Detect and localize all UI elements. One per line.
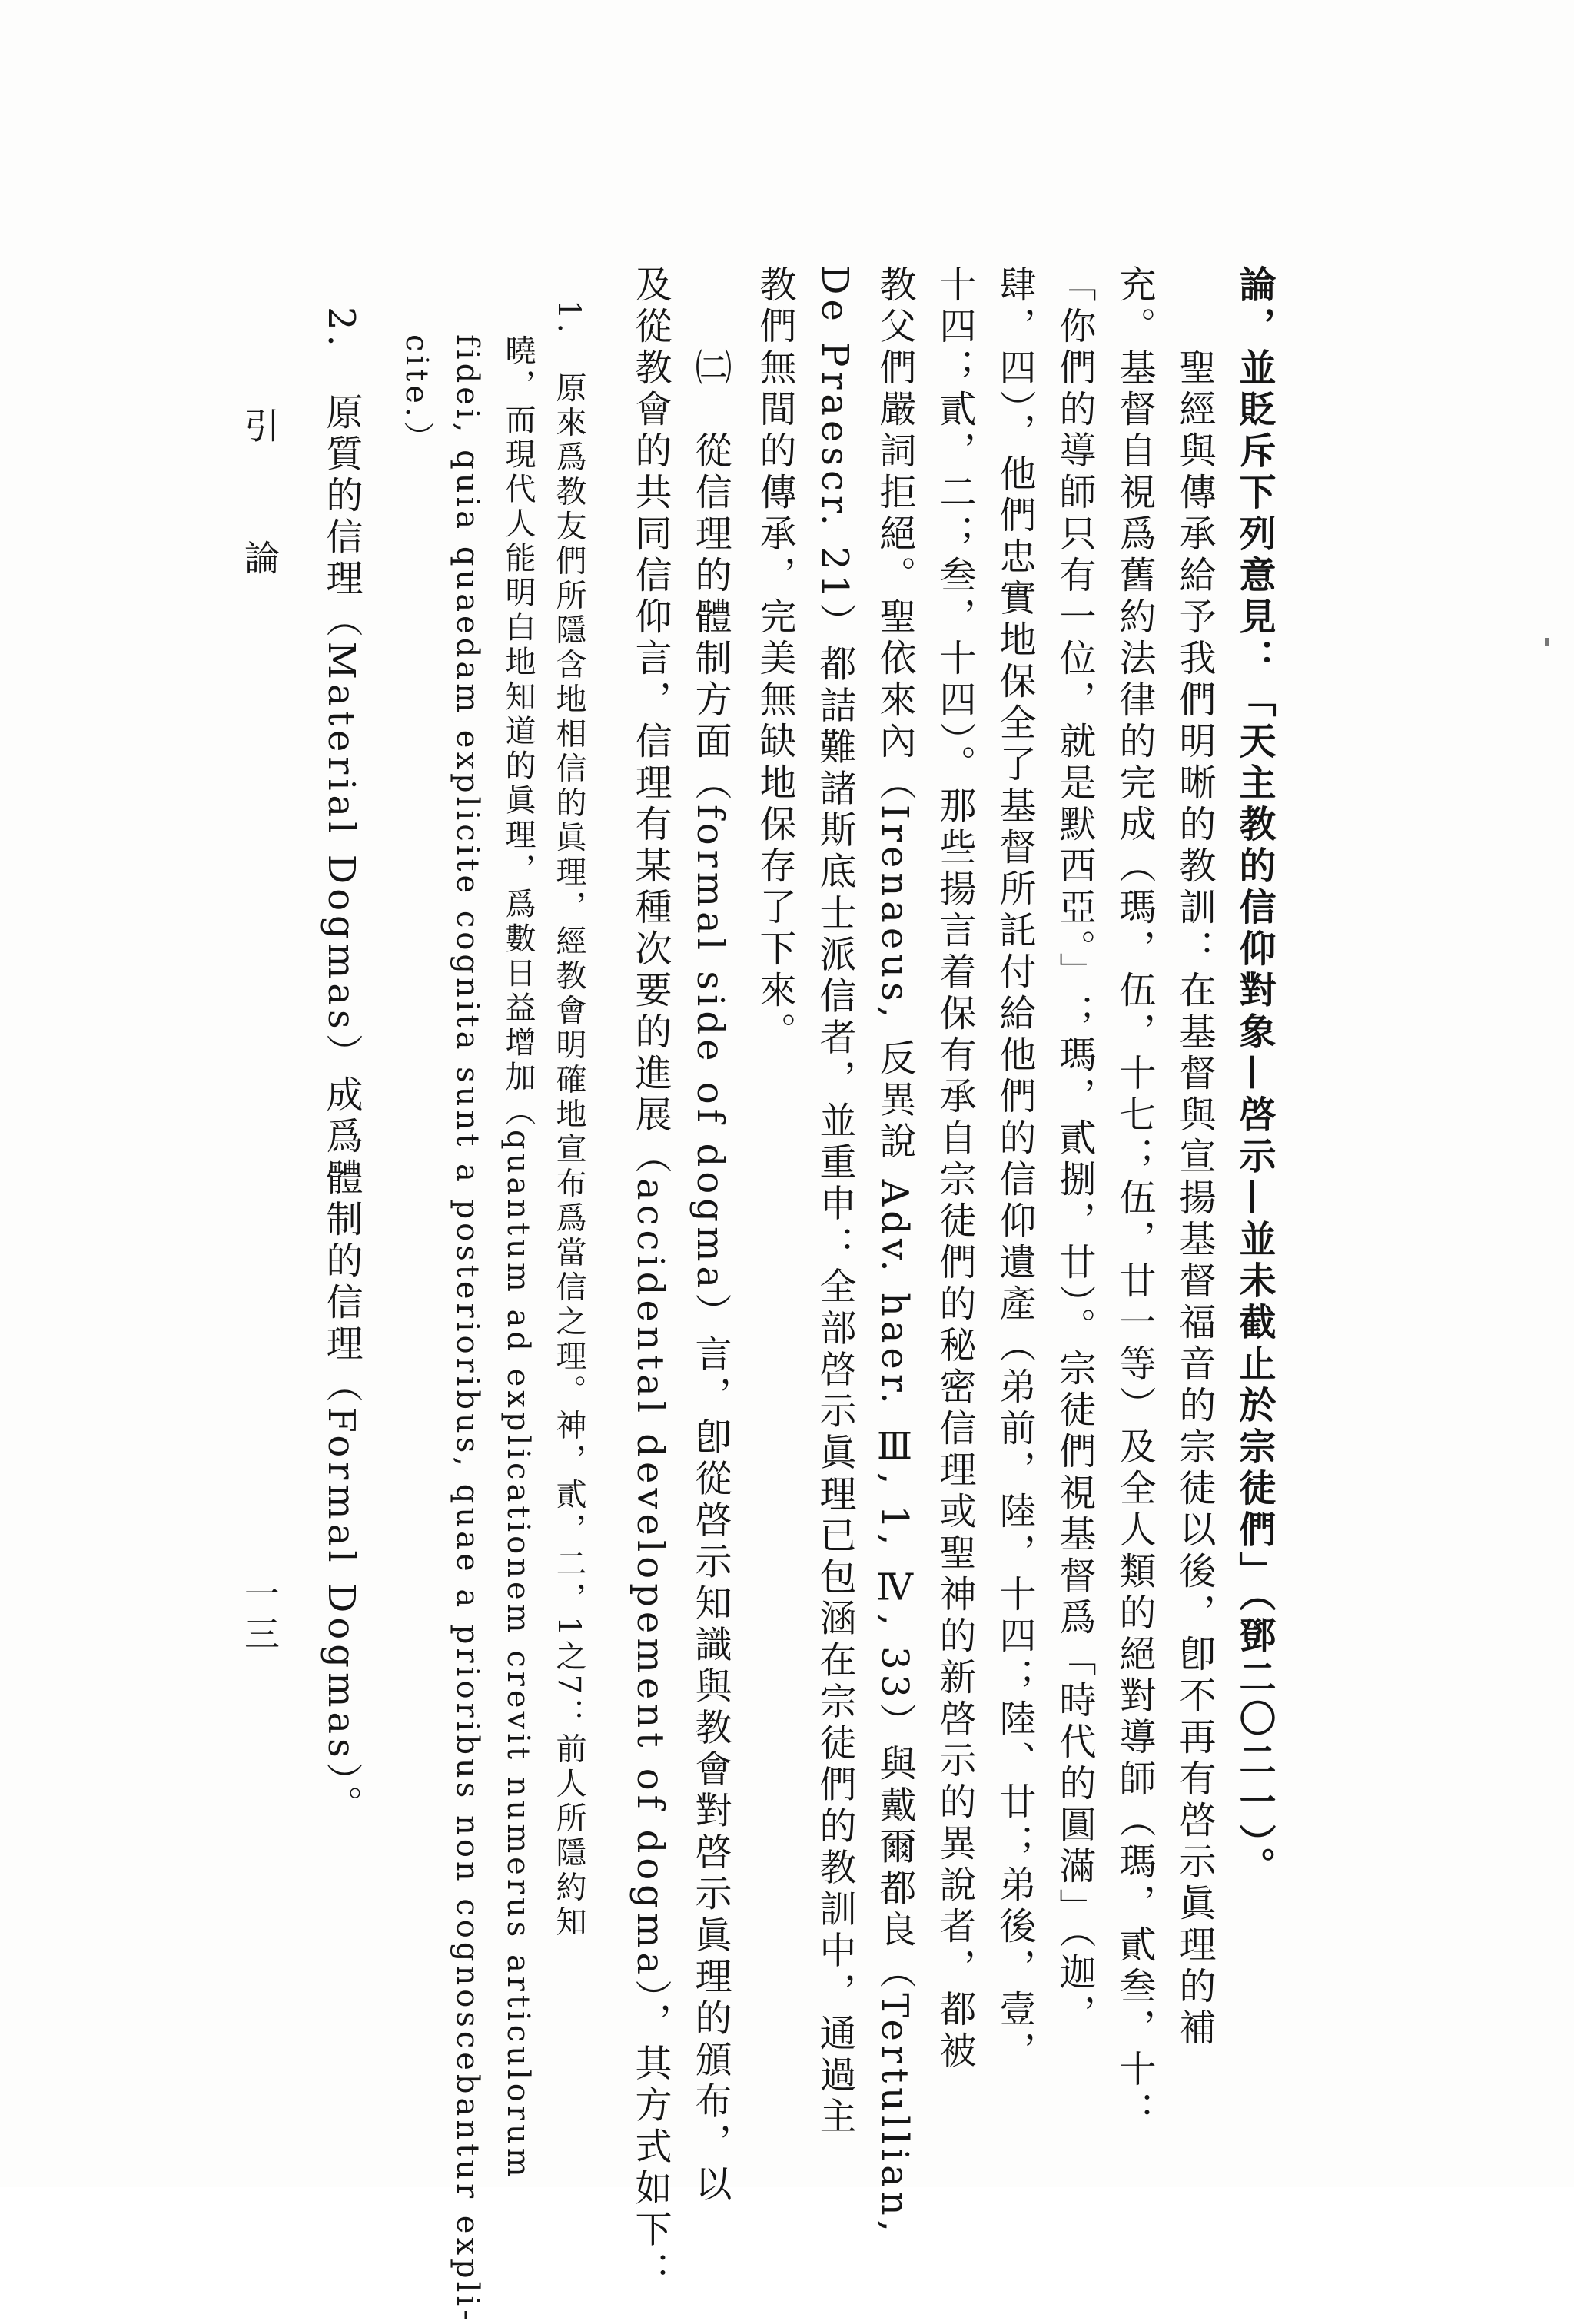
scan-speck	[1545, 638, 1549, 646]
page-number: 一三	[239, 1575, 281, 1655]
text-column-9: 教們無間的傳承，完美無缺地保存了下來。	[753, 265, 796, 1054]
list-item-1-cont2: fidei, quia quaedam explicite cognita sunt a posterioribus, quae a prioribus non cognoscebantur expli-	[450, 265, 485, 2324]
text-column-3: 充。基督自視爲舊約法律的完成（瑪，伍，十七；伍，廿一等）及全人類的絕對導師（瑪，貳叁，十：	[1113, 265, 1156, 2133]
list-item-1-cont: 曉，而現代人能明白地知道的眞理，爲數日益增加（quantum ad explicationem crevit numerus articulorum	[500, 265, 536, 2181]
list-item-1-cont3: cite.）	[399, 265, 434, 456]
text-column-7: 教父們嚴詞拒絕。聖依來內（Irenaeus, 反異說 Adv. haer. Ⅲ, 1, Ⅳ, 33）與戴爾都良（Tertullian,	[873, 265, 916, 2236]
text-column-1: 論，並貶斥下列意見：「天主教的信仰對象—啓示—並未截止於宗徒們」（鄧二〇二一）。	[1233, 265, 1276, 1888]
text-column-6: 十四；貳，二；叁，十四）。那些揚言着保有承自宗徒們的秘密信理或聖神的新啓示的異說者，都被	[933, 265, 976, 2073]
text-column-5: 肆，四），他們忠實地保全了基督所託付給他們的信仰遺產（弟前，陸，十四；陸、廿；弟後，壹，	[993, 265, 1036, 2073]
text-column-11: 及從教會的共同信仰言，信理有某種次要的進展（accidental developement of dogma），其方式如下：	[629, 265, 672, 2293]
running-footer: 引 論	[239, 407, 281, 606]
text-column-4: 「你們的導師只有一位，就是默西亞。」；瑪，貳捌，廿）。宗徒們視基督爲「時代的圓滿」（迦，	[1053, 265, 1096, 2036]
list-item-2: 2. 原質的信理（Material Dogmas）成爲體制的信理（Formal Dogmas）。	[320, 265, 363, 1827]
list-item-1: 1. 原來爲教友們所隱含地相信的眞理，經教會明確地宣布爲當信之理。神，貳，二，1之7：前人所隱約知	[551, 265, 586, 1941]
text-column-2: 聖經與傳承給予我們明晰的教訓：在基督與宣揚基督福音的宗徒以後，卽不再有啓示眞理的補	[1173, 265, 1216, 2050]
text-column-10: ㈡ 從信理的體制方面（formal side of dogma）言，卽從啓示知識與教會對啓示眞理的頒布，以	[689, 265, 732, 2206]
text-column-8: De Praescr. 21）都詰難諸斯底士派信者，並重申：全部啓示眞理已包涵在宗徒們的教訓中，通過主	[813, 265, 856, 2139]
